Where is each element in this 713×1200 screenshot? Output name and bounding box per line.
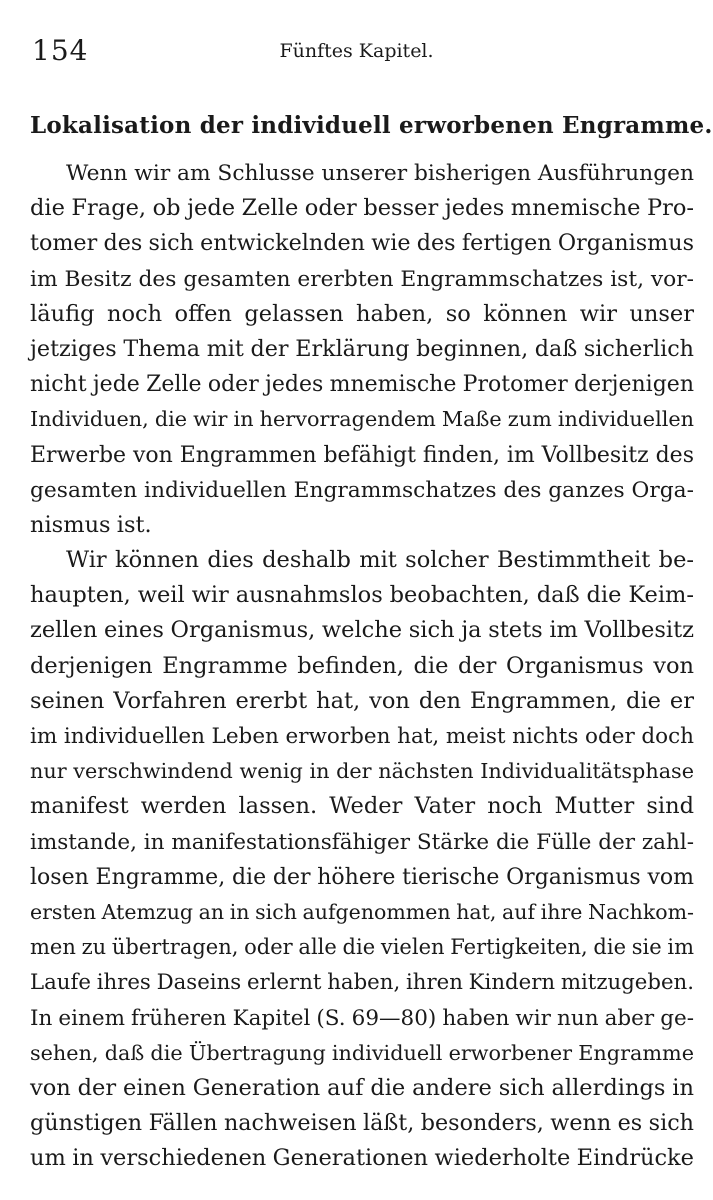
text-line: günstigen Fällen nachweisen läßt, besonders, wenn es sich <box>30 1110 694 1137</box>
text-line: Individuen, die wir in hervorragendem Maße zum individuellen <box>30 407 694 432</box>
text-line: Wenn wir am Schlusse unserer bisherigen Ausführungen <box>66 161 694 186</box>
text-line: Laufe ihres Daseins erlernt haben, ihren Kindern mitzugeben. <box>30 970 694 996</box>
text-line: im individuellen Leben erworben hat, meist nichts oder doch <box>30 724 694 749</box>
page-header <box>30 34 683 74</box>
text-line: die Frage, ob jede Zelle oder besser jedes mnemische Pro- <box>30 195 694 222</box>
text-line: gesamten individuellen Engrammschatzes des ganzes Orga- <box>30 477 694 503</box>
page-number: 154 <box>32 34 89 67</box>
text-line: um in verschiedenen Generationen wiederholte Eindrücke <box>30 1145 694 1172</box>
text-line: seinen Vorfahren ererbt hat, von den Engrammen, die er <box>30 687 694 714</box>
text-line: manifest werden lassen. Weder Vater noch Mutter sind <box>30 793 694 820</box>
text-line: Wir können dies deshalb mit solcher Bestimmtheit be- <box>66 547 694 574</box>
body-text <box>30 156 694 1176</box>
text-line: imstande, in manifestationsfähiger Stärke die Fülle der zahl- <box>30 829 694 855</box>
text-line: derjenigen Engramme befinden, die der Organismus von <box>30 652 694 679</box>
text-line: sehen, daß die Übertragung individuell erworbener Engramme <box>30 1040 694 1065</box>
text-line: ersten Atemzug an in sich aufgenommen hat, auf ihre Nachkom- <box>30 899 694 924</box>
text-line: nismus ist. <box>30 511 152 538</box>
text-line: jetziges Thema mit der Erklärung beginnen, daß sicherlich <box>30 335 694 362</box>
section-title: Lokalisation der individuell erworbenen Engramme. <box>30 112 713 139</box>
text-line: nicht jede Zelle oder jedes mnemische Protomer derjenigen <box>30 372 694 398</box>
text-line: im Besitz des gesamten ererbten Engrammschatzes ist, vor- <box>30 266 694 292</box>
running-head: Fünftes Kapitel. <box>279 40 434 62</box>
text-line: In einem früheren Kapitel (S. 69—80) haben wir nun aber ge- <box>30 1005 694 1031</box>
text-line: läufig noch offen gelassen haben, so können wir unser <box>30 300 694 327</box>
text-line: men zu übertragen, oder alle die vielen Fertigkeiten, die sie im <box>30 935 694 960</box>
text-line: nur verschwindend wenig in der nächsten Individualitätsphase <box>30 759 694 784</box>
text-line: zellen eines Organismus, welche sich ja stets im Vollbesitz <box>30 617 694 644</box>
text-line: Erwerbe von Engrammen befähigt finden, im Vollbesitz des <box>30 442 694 468</box>
text-line: von der einen Generation auf die andere sich allerdings in <box>30 1074 694 1101</box>
text-line: haupten, weil wir ausnahmslos beobachten, daß die Keim- <box>30 582 694 609</box>
text-line: losen Engramme, die der höhere tierische Organismus vom <box>30 864 694 890</box>
text-line: tomer des sich entwickelnden wie des fertigen Organismus <box>30 230 694 257</box>
